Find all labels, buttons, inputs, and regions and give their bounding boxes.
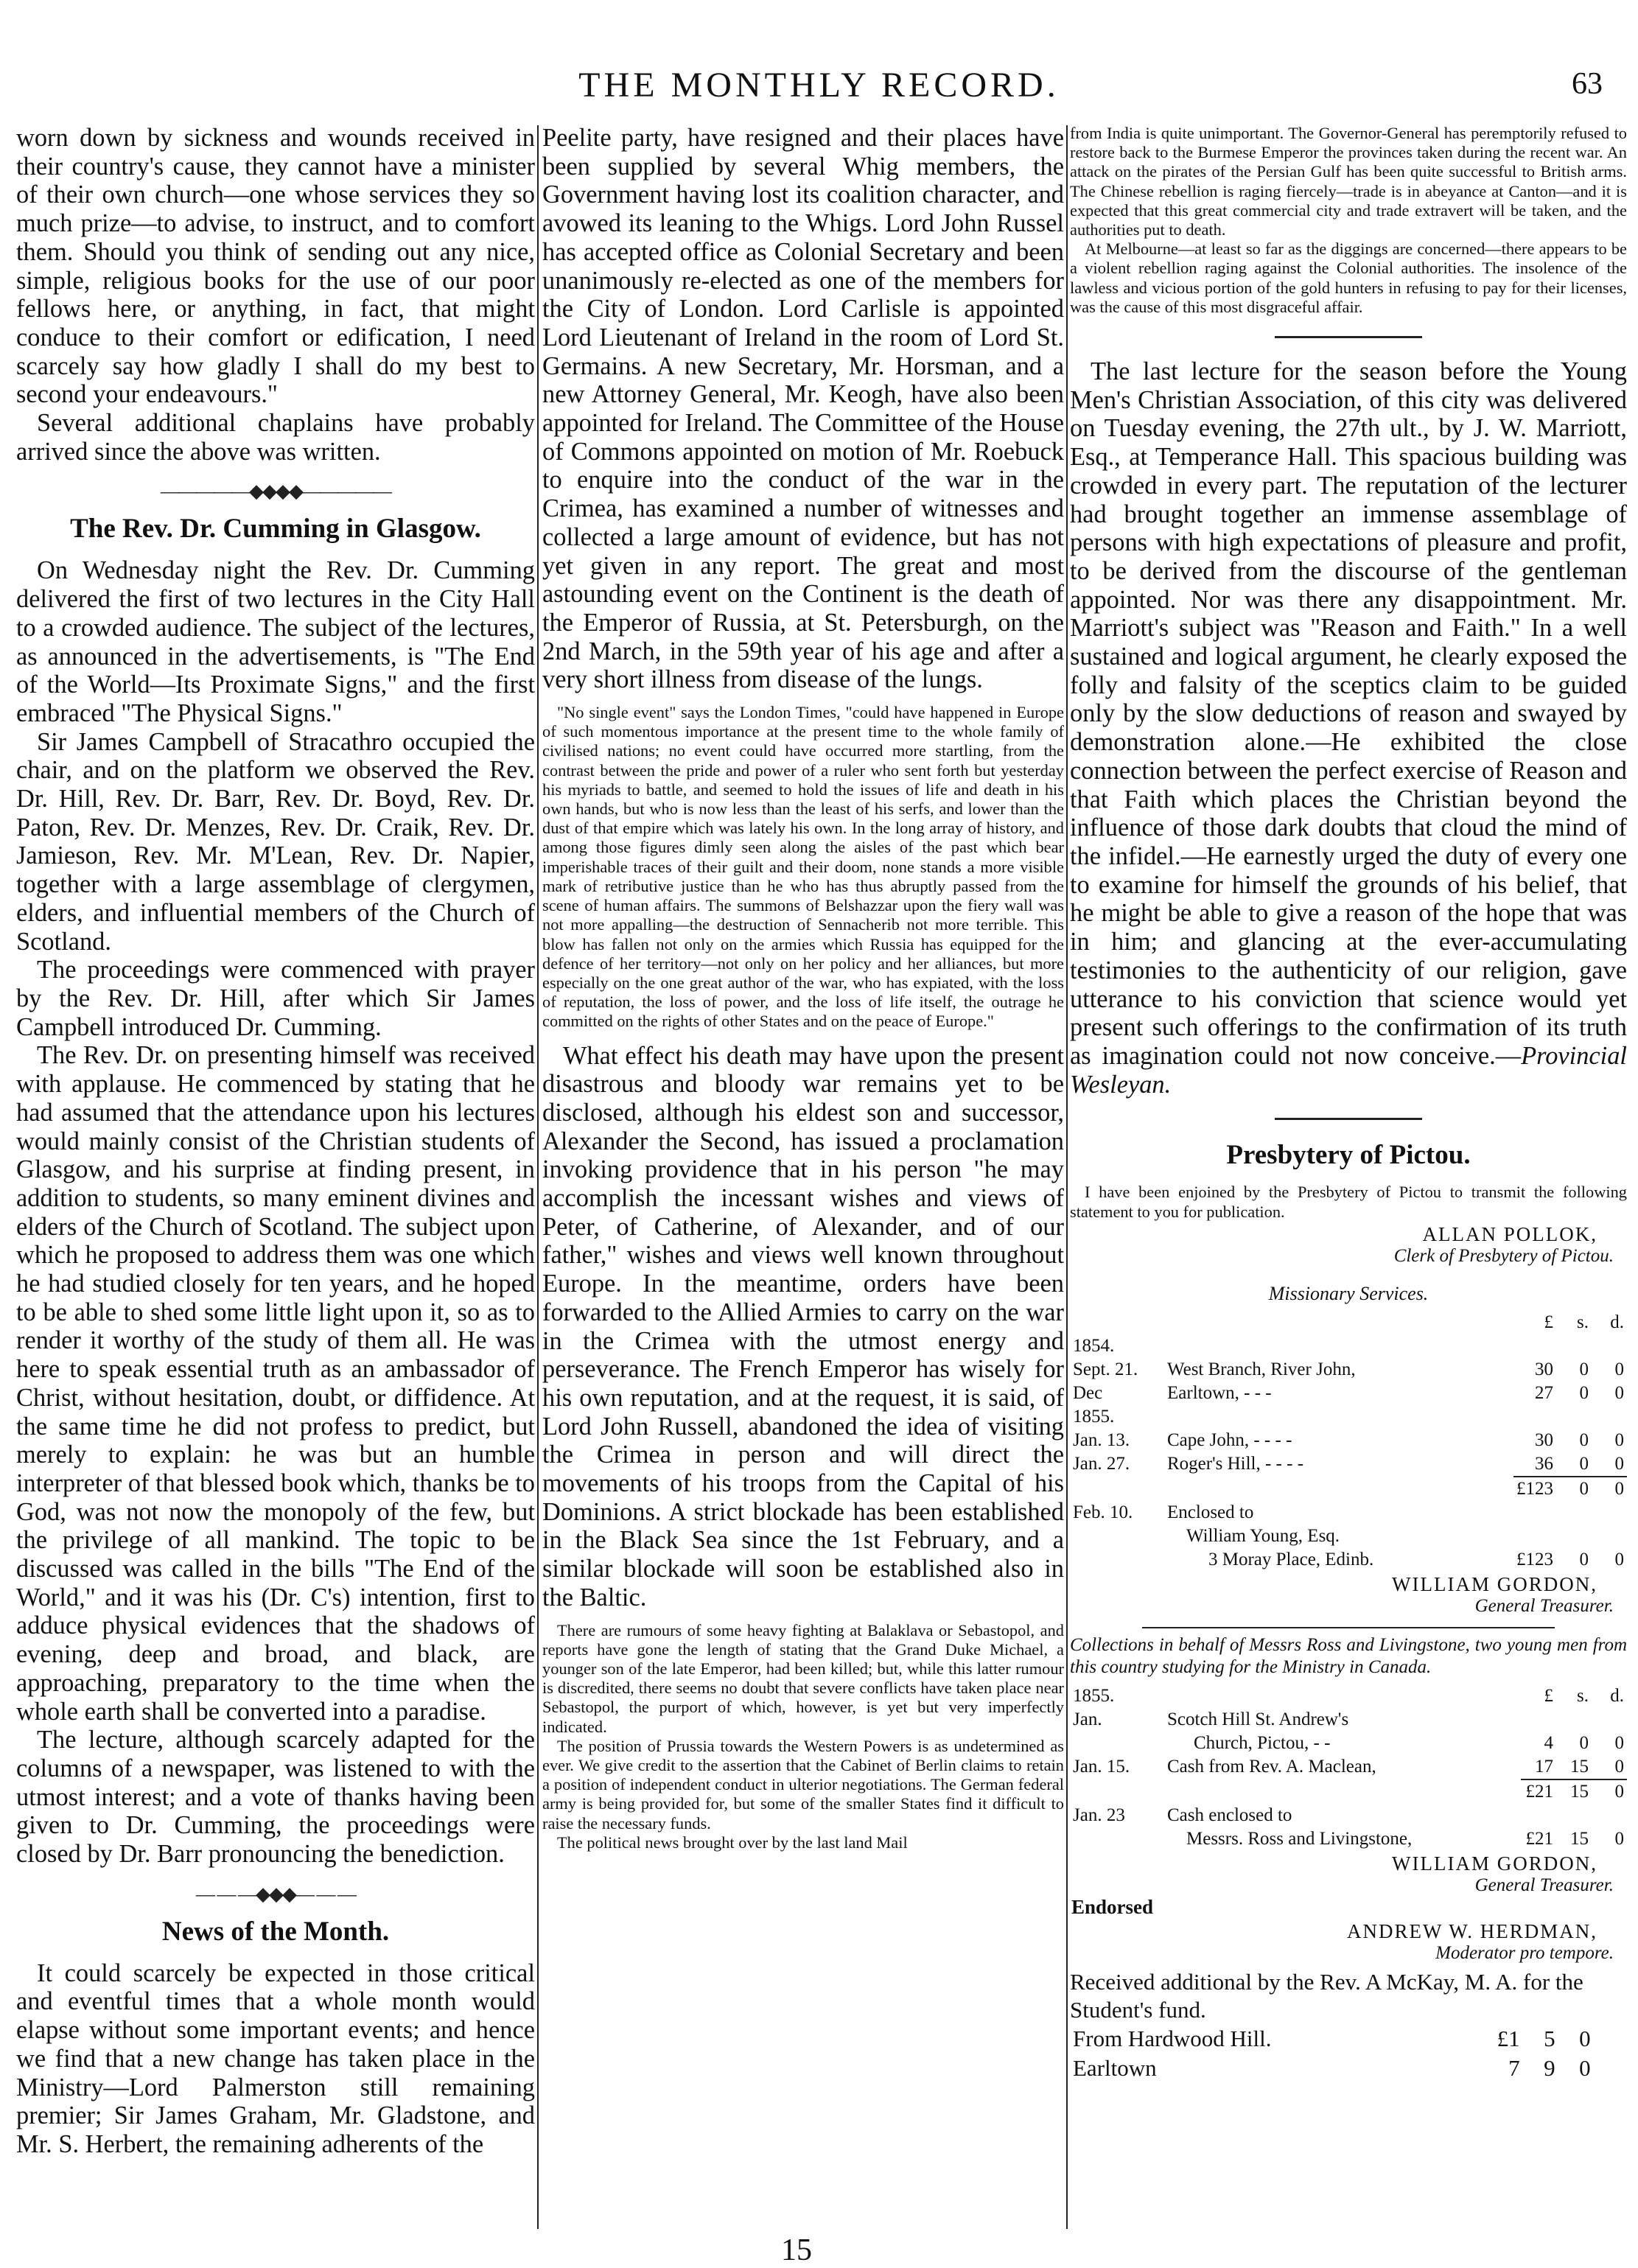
news-paragraph: What effect his death may have upon the present disastrous and bloody war remains yet to be disclosed, although his eldest son and successor, Alexander the Second, has issued a proclamation invoking providence that in his person "he may accomplish the incessant wishes and views of Peter, of Catherine, of Alexander, and of our father," wishes and views well known throughout Europe. In the meantime, orders have been forwarded to the Allied Armies to carry on the war in the Crimea with the utmost energy and perseverance. The French Emperor has wisely for his own reputation, and at the request, it is said, of Lord John Russell, abandoned the idea of visiting the Crimea in person and will direct the movements of his troops from the Capital of his Dominions. A strict blockade has been established in the Black Sea since the 1st February, and a similar blockade will soon be established also in the Baltic. — [542, 1041, 1064, 1611]
signature-title: Clerk of Presbytery of Pictou. — [1393, 1245, 1614, 1266]
pence: 0 — [1614, 1549, 1624, 1569]
column-left — [16, 124, 535, 2231]
signature-name: ALLAN POLLOK, — [1422, 1222, 1597, 1245]
pence — [1592, 1334, 1627, 1358]
pounds: 17 — [1535, 1756, 1553, 1777]
signature-title: General Treasurer. — [1474, 1595, 1614, 1616]
total-pence: 0 — [1592, 1477, 1627, 1501]
page-number: 63 — [1572, 67, 1603, 101]
table-row — [1070, 1452, 1627, 1477]
chaplains-paragraph: Several additional chaplains have probably arrived since the above was written. — [16, 409, 535, 466]
entry-date: Dec — [1073, 1382, 1103, 1403]
table-row — [1070, 1827, 1627, 1851]
entry-desc: Church, Pictou, - - — [1194, 1732, 1331, 1753]
shillings: 0 — [1579, 1359, 1589, 1379]
total-pounds: £21 — [1521, 1779, 1556, 1804]
running-head — [0, 65, 1638, 116]
shillings: 0 — [1579, 1732, 1589, 1753]
lecture-source: Provincial Wesleyan. — [1070, 1041, 1627, 1099]
shillings: 0 — [1579, 1429, 1589, 1450]
pictou-heading: Presbytery of Pictou. — [1226, 1140, 1471, 1171]
mail-note: The political news brought over by the last land Mail — [557, 1833, 908, 1852]
received-note: Received additional by the Rev. A McKay, M. A. for the Student's fund. — [1070, 1968, 1583, 2023]
shillings: 5 — [1544, 2025, 1555, 2051]
ornament-divider: — — —◆◆◆— — — — [196, 1883, 355, 1905]
signature-name: WILLIAM GORDON, — [1392, 1852, 1597, 1875]
signature-name: WILLIAM GORDON, — [1392, 1572, 1597, 1595]
section-rule — [1275, 1118, 1422, 1120]
entry-desc: Roger's Hill, - - - - — [1167, 1453, 1304, 1474]
pounds: 27 — [1535, 1382, 1553, 1403]
entry-desc: Scotch Hill St. Andrew's — [1167, 1709, 1349, 1729]
collections-table — [1070, 1684, 1627, 1851]
table-row — [1070, 1525, 1627, 1548]
news-paragraph: Peelite party, have resigned and their places have been supplied by several Whig members, the Government having lost its coalition character, and avowed its leaning to the Whigs. Lord John Russel has accepted office as Colonial Secretary and been unanimously re-elected as one of the members for the City of London. Lord Carlisle is appointed Lord Lieutenant of Ireland in the room of Lord St. Germains. A new Secretary, Mr. Horsman, and a new Attorney General, Mr. Keogh, have also been appointed for Ireland. The Committee of the House of Commons appointed on motion of Mr. Roebuck to enquire into the conduct of the war in the Crimea, has examined a number of witnesses and collected a large amount of evidence, but has not yet given in any report. The great and most astounding event on the Continent is the death of the Emperor of Russia, at St. Petersburgh, on the 2nd March, in the 59th year of his age and after a very short illness from disease of the lungs. — [542, 124, 1064, 694]
shillings: 0 — [1579, 1549, 1589, 1569]
running-title: THE MONTHLY RECORD. — [578, 66, 1060, 105]
signature-title: General Treasurer. — [1474, 1875, 1614, 1895]
column-rule — [537, 125, 539, 2229]
pounds — [1513, 1334, 1556, 1358]
entry-date — [1070, 1732, 1164, 1755]
table-row — [1070, 1732, 1627, 1755]
pictou-intro: I have been enjoined by the Presbytery of Pictou to transmit the following statement to you for publication. — [1070, 1183, 1627, 1221]
pence: 0 — [1579, 2025, 1591, 2051]
entry-date: 1855. — [1073, 1406, 1115, 1427]
shillings: 15 — [1570, 1828, 1589, 1849]
currency-label: £ — [1544, 1312, 1553, 1332]
pounds: £123 — [1516, 1549, 1553, 1569]
lecture-text: The last lecture for the season before the Young Men's Christian Association, of this city was delivered on Tuesday evening, the 27th ult., by J. W. Marriott, Esq., at Temperance Hall. This spacious building was crowded in every part. The reputation of the lecturer had brought together an immense assemblage of persons with high expectations of pleasure and profit, to be derived from the discourse of the gentleman appointed. Nor was there any disappointment. Mr. Marriott's subject was "Reason and Faith." In a well sustained and logical argument, he clearly exposed the folly and falsity of the sceptics claim to be guided only by the slow deductions of reason and swayed by demonstration alone.—He exhibited the close connection between the perfect exercise of Reason and that Faith which places the Christian beyond the influence of those dark doubts that cloud the mind of the infidel.—He earnestly urged the duty of every one to examine for himself the grounds of his belief, that he might be able to give a reason of the hope that was in him; and glancing at the ever-accumulating testimonies to the authenticity of our religion, gave utterance to his conviction that science would yet present such offerings to the confirmation of its truth as imagination could not now conceive.— — [1070, 357, 1627, 1070]
pence — [1592, 1708, 1627, 1732]
total-shillings: 0 — [1556, 1477, 1592, 1501]
entry-desc — [1164, 1334, 1513, 1358]
column-rule — [1066, 125, 1068, 2229]
missionary-table — [1070, 1311, 1627, 1572]
lecture-paragraph — [1070, 357, 1627, 1099]
shillings: s. — [1577, 1685, 1589, 1706]
table-row — [1070, 1548, 1627, 1572]
entry-desc: Enclosed to — [1167, 1502, 1254, 1522]
column-middle — [542, 124, 1064, 2231]
collections-heading: Collections in behalf of Messrs Ross and Livingstone, two young men from this country studying for the Ministry in Canada. — [1070, 1634, 1627, 1677]
table-row — [1070, 1405, 1627, 1429]
cumming-paragraph: The proceedings were commenced with prayer by the Rev. Dr. Hill, after which Sir James Campbell introduced Dr. Cumming. — [16, 956, 535, 1041]
entry-desc — [1164, 1684, 1521, 1708]
prussia-note: The position of Prussia towards the Western Powers is as undetermined as ever. We give credit to the assertion that the Cabinet of Berlin claims to retain a position of independent conduct in ulterior negotiations. The German federal army is being provided for, but some of the smaller States find it difficult to raise the necessary funds. — [542, 1736, 1064, 1833]
signature-name: ANDREW W. HERDMAN, — [1346, 1919, 1597, 1942]
shillings: 9 — [1544, 2054, 1555, 2081]
entry-date: Jan. — [1073, 1709, 1102, 1729]
table-row — [1070, 1755, 1627, 1779]
pence: 0 — [1614, 1732, 1624, 1753]
pence: 0 — [1614, 1756, 1624, 1777]
table-row — [1070, 1382, 1627, 1405]
signature-title: Moderator pro tempore. — [1435, 1942, 1614, 1963]
endorsed-label: Endorsed — [1071, 1895, 1154, 1918]
total-row — [1070, 1779, 1627, 1804]
pence: d. — [1610, 1685, 1624, 1706]
news-paragraph: It could scarcely be expected in those critical and eventful times that a whole month would elapse without some important events; and hence we find that a new change has taken place in the Ministry—Lord Palmerston still remaining premier; Sir James Graham, Mr. Gladstone, and Mr. S. Herbert, the remaining adherents of the — [16, 1959, 535, 2158]
shillings: 15 — [1570, 1756, 1589, 1777]
pence — [1592, 1405, 1627, 1429]
cumming-paragraph: Sir James Campbell of Stracathro occupied the chair, and on the platform we observed the Rev. Dr. Hill, Rev. Dr. Barr, Rev. Dr. Boyd, Rev. Dr. Paton, Rev. Dr. Menzes, Rev. Dr. Craik, Rev. Dr. Jamieson, Rev. Mr. M'Lean, Rev. Dr. Napier, together with a large assemblage of clergymen, elders, and influential members of the Church of Scotland. — [16, 727, 535, 956]
entry-desc — [1164, 1405, 1513, 1429]
entry-desc: Earltown — [1073, 2054, 1157, 2081]
missionary-heading: Missionary Services. — [1268, 1282, 1429, 1304]
pence: 0 — [1614, 1828, 1624, 1849]
section-rule — [1275, 336, 1422, 338]
total-row — [1070, 1477, 1627, 1501]
entry-desc: Messrs. Ross and Livingstone, — [1186, 1828, 1413, 1849]
rumour-note: There are rumours of some heavy fighting at Balaklava or Sebastopol, and reports have gone the length of stating that the Grand Duke Michael, a younger son of the late Emperor, had been killed; but, while this latter rumour is discredited, there seems no doubt that severe conflicts have taken place near Sebastopol, the purport of which, however, is yet but very imperfectly indicated. — [542, 1620, 1064, 1736]
entry-desc: Cash from Rev. A. Maclean, — [1167, 1756, 1376, 1777]
pence: 0 — [1614, 1453, 1624, 1474]
pounds: £21 — [1525, 1828, 1553, 1849]
total-pounds: £123 — [1513, 1477, 1556, 1501]
cumming-paragraph: On Wednesday night the Rev. Dr. Cumming delivered the first of two lectures in the City Hall to a crowded audience. The subject of the lectures, as announced in the advertisements, is "The End of the World—Its Proximate Signs," and the first embraced "The Physical Signs." — [16, 556, 535, 727]
shillings — [1556, 1405, 1592, 1429]
table-row — [1070, 2024, 1594, 2054]
letter-paragraph: worn down by sickness and wounds received in their country's cause, they cannot have a minister of their own church—one whose services they so much prize—to advise, to instruct, and to comfort them. Should you think of sending out any nice, simple, religious books for the use of our poor fellows here, or anything, in fact, that might conduce to their comfort or edification, I need scarcely say how gladly I shall do my best to second your endeavours." — [16, 124, 535, 409]
received-table — [1070, 2024, 1594, 2083]
total-shillings: 15 — [1556, 1779, 1592, 1804]
pounds: 30 — [1535, 1429, 1553, 1450]
total-pence: 0 — [1592, 1779, 1627, 1804]
pounds — [1521, 1708, 1556, 1732]
entry-date: Sept. 21. — [1073, 1359, 1138, 1379]
india-note: from India is quite unimportant. The Governor-General has peremptorily refused to restore back to the Burmese Emperor the provinces taken during the recent war. An attack on the pirates of the Persian Gulf has been quite successful to British arms. The Chinese rebellion is raging fiercely—trade is in abeyance at Canton—and it is expected that this great commercial city and trade extravert will be taken, and the authorities put to death. — [1070, 124, 1627, 239]
table-row — [1070, 1684, 1627, 1708]
entry-date: Jan. 27. — [1073, 1453, 1130, 1474]
entry-desc: Cape John, - - - - — [1167, 1429, 1292, 1450]
shillings — [1556, 1334, 1592, 1358]
entry-date: Feb. 10. — [1073, 1502, 1133, 1522]
cumming-paragraph: The Rev. Dr. on presenting himself was received with applause. He commenced by stating that he had assumed that the attendance upon his lectures would mainly consist of the Christian students of Glasgow, and his surprise at finding present, in addition to students, so many eminent divines and elders of the Church of Scotland. The subject upon which he proposed to address them was one which he had studied closely for ten years, and he hoped to be able to shed some little light upon it, so as to render it worthy of the study of them all. He was here to speak essential truth as an ambassador of Christ, without hesitation, doubt, or diffidence. At the same time he did not profess to predict, but merely to explain: he was but an humble interpreter of that blessed book which, thanks be to God, was not now the monopoly of the few, but the privilege of all mankind. The topic to be discussed was called in the bills "The End of the World," and it was his (Dr. C's) intention, first to adduce physical evidences that the shadows of evening, deep and broad, and black, are approaching, preparatory to the time when the whole earth shall be converted into a paradise. — [16, 1041, 535, 1726]
pence: 0 — [1579, 2054, 1591, 2081]
shillings: 0 — [1579, 1453, 1589, 1474]
currency-label: s. — [1577, 1312, 1589, 1332]
pence: 0 — [1614, 1429, 1624, 1450]
news-heading: News of the Month. — [161, 1916, 390, 1947]
table-row — [1070, 1804, 1627, 1827]
melbourne-note: At Melbourne—at least so far as the diggings are concerned—there appears to be a violent rebellion raging against the Colonial authorities. The insolence of the lawless and vicious portion of the gold hunters in refusing to pay for their licenses, was the cause of this most disgraceful affair. — [1070, 239, 1627, 316]
pounds: £ — [1544, 1685, 1553, 1706]
pounds: 30 — [1535, 1359, 1553, 1379]
table-row — [1070, 1334, 1627, 1358]
cumming-paragraph: The lecture, although scarcely adapted for the columns of a newspaper, was listened to with the utmost interest; and a vote of thanks having been given to Dr. Cumming, the proceedings were closed by Dr. Barr pronouncing the benediction. — [16, 1726, 535, 1869]
ornament-divider: —————◆◆◆◆————— — [161, 480, 391, 503]
table-row — [1070, 1501, 1627, 1525]
table-row — [1070, 2054, 1594, 2083]
pence: 0 — [1614, 1382, 1624, 1403]
table-row — [1070, 1358, 1627, 1382]
entry-desc: From Hardwood Hill. — [1073, 2025, 1272, 2051]
entry-date: Jan. 15. — [1073, 1756, 1130, 1777]
pounds: 4 — [1544, 1732, 1553, 1753]
entry-date: 1854. — [1073, 1335, 1115, 1356]
section-rule — [1142, 1627, 1555, 1628]
pence: 0 — [1614, 1359, 1624, 1379]
entry-desc: 3 Moray Place, Edinb. — [1208, 1549, 1374, 1569]
pounds: 7 — [1508, 2054, 1520, 2081]
column-right — [1070, 124, 1627, 2231]
entry-desc: West Branch, River John, — [1167, 1359, 1356, 1379]
currency-label: d. — [1610, 1312, 1624, 1332]
entry-date: Jan. 13. — [1073, 1429, 1130, 1450]
currency-row — [1070, 1311, 1627, 1334]
cumming-heading: The Rev. Dr. Cumming in Glasgow. — [70, 514, 481, 545]
entry-desc: Earltown, - - - — [1167, 1382, 1272, 1403]
table-row — [1070, 1708, 1627, 1732]
entry-date: Jan. 23 — [1073, 1805, 1125, 1825]
entry-desc: Cash enclosed to — [1167, 1805, 1292, 1825]
pounds: £1 — [1497, 2025, 1520, 2051]
times-quote: "No single event" says the London Times, "could have happened in Europe of such momentous importance at the present time to the whole family of civilised nations; no event could have occurred more startling, from the contrast between the pride and power of a ruler who sent forth but yesterday his myriads to battle, and seemed to hold the issues of life and death in his own hands, but who is now less than the least of his serfs, and lower than the dust of that empire which was lately his own. In the long array of history, and among those figures dimly seen along the aisles of the past which bear imperishable traces of their guilt and their doom, none stands a more visible mark of retributive justice than he who has thus abruptly passed from the scene of human affairs. The summons of Belshazzar upon the fiery wall was not more appalling—the destruction of Sennacherib not more terrible. This blow has fallen not only on the armies which Russia has equipped for the defence of her territory—not only on her policy and her alliances, but more especially on the one great author of the war, who has expiated, with the loss of reputation, the loss of power, and the loss of life itself, the outrage he committed on the rights of other States and on the peace of Europe." — [542, 703, 1064, 1031]
entry-date: 1855. — [1073, 1685, 1115, 1706]
entry-desc: William Young, Esq. — [1186, 1525, 1340, 1546]
signature-mark: 15 — [781, 2233, 812, 2267]
pounds — [1513, 1405, 1556, 1429]
pounds: 36 — [1535, 1453, 1553, 1474]
table-row — [1070, 1429, 1627, 1452]
shillings: 0 — [1579, 1382, 1589, 1403]
shillings — [1556, 1708, 1592, 1732]
